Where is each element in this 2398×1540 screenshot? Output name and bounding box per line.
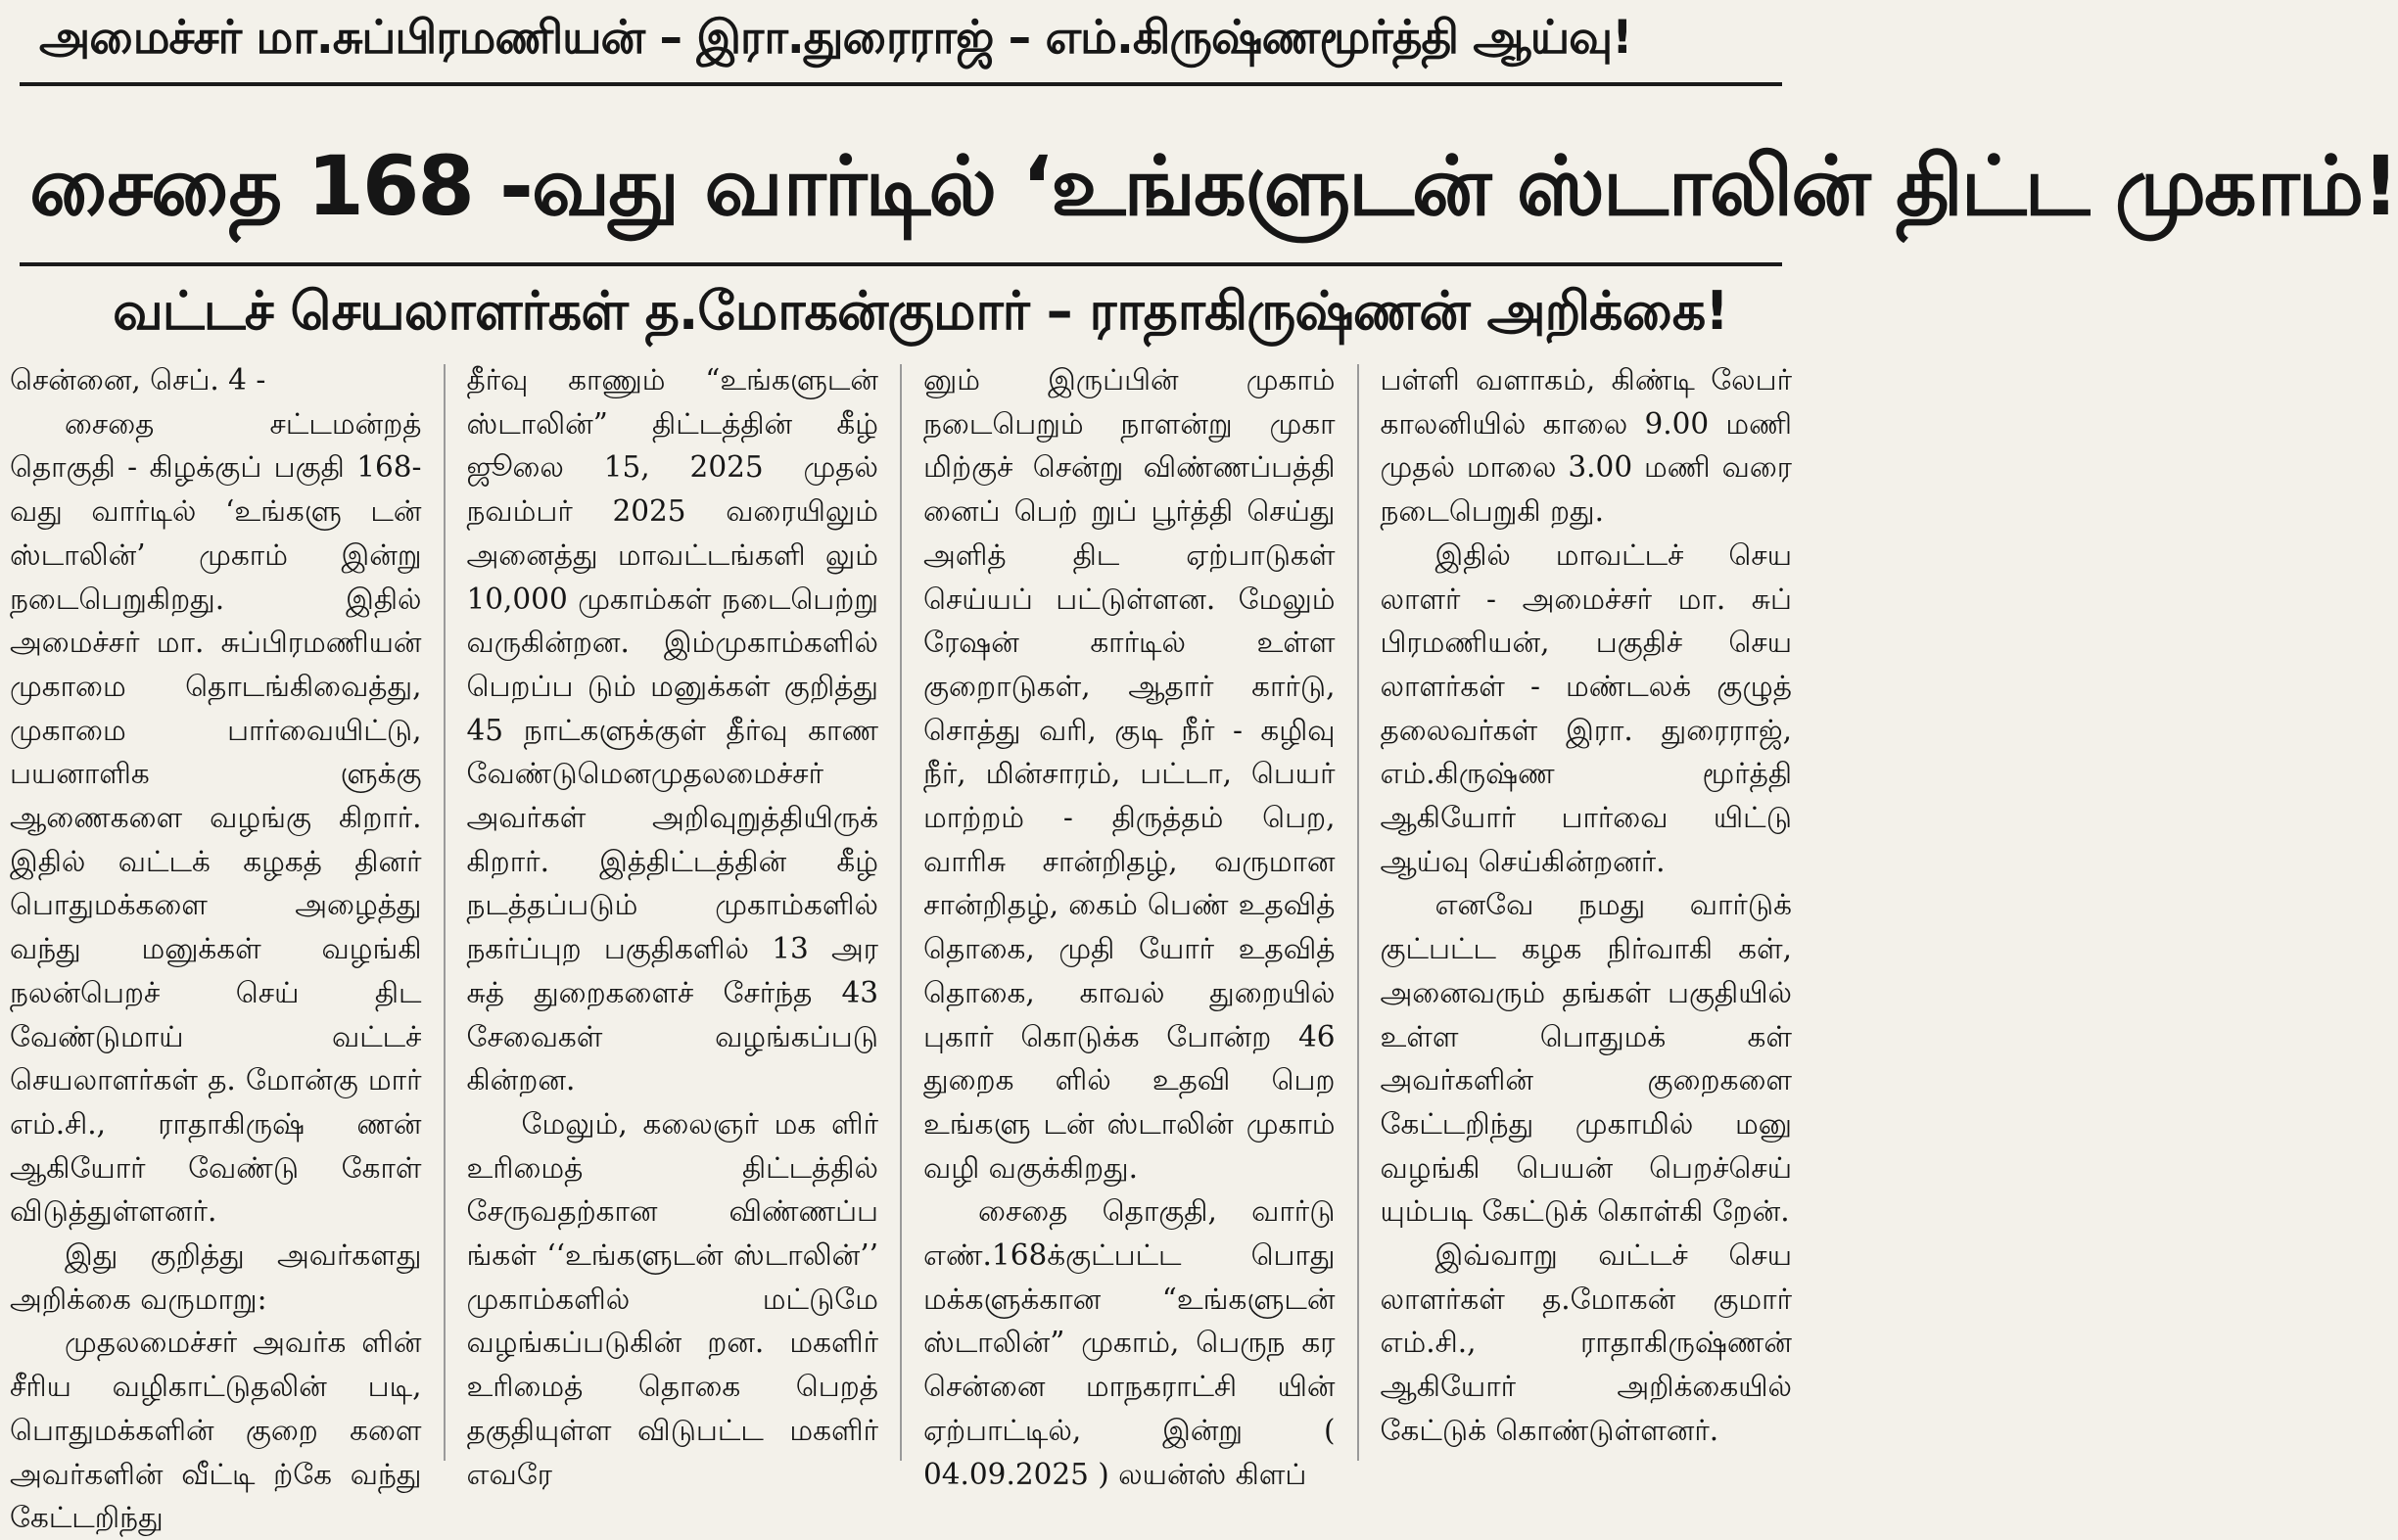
article-paragraph: இது குறித்து அவர்களது அறிக்கை வருமாறு: bbox=[10, 1238, 422, 1316]
article-paragraph: எனவே நமது வார்டுக் குட்பட்ட கழக நிர்வாகி கள், அனைவரும் தங்கள் பகுதியில் உள்ள பொதுமக் கள் அவர்களின் குறைகளை கேட்டறிந்து முகாமில் மனு வழங்கி பெயன் பெறச்செய் யும்படி கேட்டுக் கொள்கி றேன். bbox=[1380, 888, 1792, 1229]
article-paragraph: இதில் மாவட்டச் செய லாளர் - அமைச்சர் மா. சுப் பிரமணியன், பகுதிச் செய லாளர்கள் - மண்டலக் குழுத் தலைவர்கள் இரா. துரைராஜ், எம்.கிருஷ்ண மூர்த்தி ஆகியோர் பார்வை யிட்டு ஆய்வு செய்கின்றனர். bbox=[1380, 537, 1792, 878]
article-paragraph: முதலமைச்சர் அவர்க ளின் சீரிய வழிகாட்டுதலின் படி, பொதுமக்களின் குறை களை அவர்களின் வீட்டி ற்கே வந்து கேட்டறிந்து bbox=[10, 1326, 422, 1535]
column-divider bbox=[1357, 364, 1359, 1461]
article-paragraph: னும் இருப்பின் முகாம் நடைபெறும் நாளன்று முகா மிற்குச் சென்று விண்ணப்பத்தி னைப் பெற் றுப் பூர்த்தி செய்து அளித் திட ஏற்பாடுகள் செய்யப் பட்டுள்ளன. மேலும் ரேஷன் கார்டில் உள்ள குறைாடுகள், ஆதார் கார்டு, சொத்து வரி, குடி நீர் - கழிவு நீர், மின்சாரம், பட்டா, பெயர் மாற்றம் - திருத்தம் பெற, வாரிசு சான்றிதழ், வருமான சான்றிதழ், கைம் பெண் உதவித் தொகை, முதி யோர் உதவித் தொகை, காவல் துறையில் புகார் கொடுக்க போன்ற 46 துறைக ளில் உதவி பெற உங்களு டன் ஸ்டாலின் முகாம் வழி வகுக்கிறது. bbox=[923, 363, 1336, 1185]
top-rule bbox=[20, 82, 1782, 86]
article-columns bbox=[10, 358, 1792, 1535]
article-column-1 bbox=[10, 358, 422, 1535]
column-divider bbox=[900, 364, 902, 1461]
sub-headline: வட்டச் செயலாளர்கள் த.மோகன்குமார் – ராதாகிருஷ்ணன் அறிக்கை! bbox=[113, 280, 1728, 342]
article-paragraph: தீர்வு காணும் “உங்களுடன் ஸ்டாலின்” திட்டத்தின் கீழ் ஜூலை 15, 2025 முதல் நவம்பர் 2025 வரையிலும் அனைத்து மாவட்டங்களி லும் 10,000 முகாம்கள் நடைபெற்று வருகின்றன. இம்முகாம்களில் பெறப்ப டும் மனுக்கள் குறித்து 45 நாட்களுக்குள் தீர்வு காண வேண்டுமெனமுதலமைச்சர் அவர்கள் அறிவுறுத்தியிருக் கிறார். இத்திட்டத்தின் கீழ் நடத்தப்படும் முகாம்களில் நகர்ப்புற பகுதிகளில் 13 அர சுத் துறைகளைச் சேர்ந்த 43 சேவைகள் வழங்கப்படு கின்றன. bbox=[466, 363, 878, 1097]
headline-rule bbox=[20, 262, 1782, 266]
article-paragraph: பள்ளி வளாகம், கிண்டி லேபர் காலனியில் காலை 9.00 மணி முதல் மாலை 3.00 மணி வரை நடைபெறுகி றது. bbox=[1380, 363, 1792, 529]
article-column-4 bbox=[1381, 358, 1793, 1465]
kicker-headline: அமைச்சர் மா.சுப்பிரமணியன் – இரா.துரைராஜ் – எம்.கிருஷ்ணமூர்த்தி ஆய்வு! bbox=[39, 11, 1632, 65]
article-paragraph: சைதை தொகுதி, வார்டு எண்.168க்குட்பட்ட பொது மக்களுக்கான “உங்களுடன் ஸ்டாலின்” முகாம், பெருந கர சென்னை மாநகராட்சி யின் ஏற்பாட்டில், இன்று ( 04.09.2025 ) லயன்ஸ் கிளப் bbox=[923, 1194, 1336, 1491]
article-column-3 bbox=[923, 358, 1336, 1491]
article-paragraph: சைதை சட்டமன்றத் தொகுதி - கிழக்குப் பகுதி 168-வது வார்டில் ‘உங்களு டன் ஸ்டாலின்’ முகாம் இன்று நடைபெறுகிறது. இதில் அமைச்சர் மா. சுப்பிரமணியன் முகாமை தொடங்கிவைத்து, முகாமை பார்வையிட்டு, பயனாளிக ளுக்கு ஆணைகளை வழங்கு கிறார். இதில் வட்டக் கழகத் தினர் பொதுமக்களை அழைத்து வந்து மனுக்கள் வழங்கி நலன்பெறச் செய் திட வேண்டுமாய் வட்டச் செயலாளர்கள் த. மோன்கு மார் எம்.சி., ராதாகிருஷ் ணன் ஆகியோர் வேண்டு கோள் விடுத்துள்ளனர். bbox=[10, 406, 422, 1229]
dateline: சென்னை, செப். 4 - bbox=[10, 363, 266, 397]
article-paragraph: இவ்வாறு வட்டச் செய லாளர்கள் த.மோகன் குமார் எம்.சி., ராதாகிருஷ்ணன் ஆகியோர் அறிக்கையில் கேட்டுக் கொண்டுள்ளனர். bbox=[1380, 1238, 1792, 1447]
article-column-2 bbox=[466, 358, 879, 1491]
main-headline: சைதை 168 -வது வார்டில் ‘உங்களுடன் ஸ்டாலின் திட்ட முகாம்! bbox=[29, 138, 2398, 234]
column-divider bbox=[444, 364, 446, 1461]
article-paragraph: மேலும், கலைஞர் மக ளிர் உரிமைத் திட்டத்தில் சேருவதற்கான விண்ணப்ப ங்கள் ‘‘உங்களுடன் ஸ்டாலின்’’ முகாம்களில் மட்டுமே வழங்கப்படுகின் றன. மகளிர் உரிமைத் தொகை பெறத் தகுதியுள்ள விடுபட்ட மகளிர் எவரே bbox=[466, 1106, 878, 1491]
